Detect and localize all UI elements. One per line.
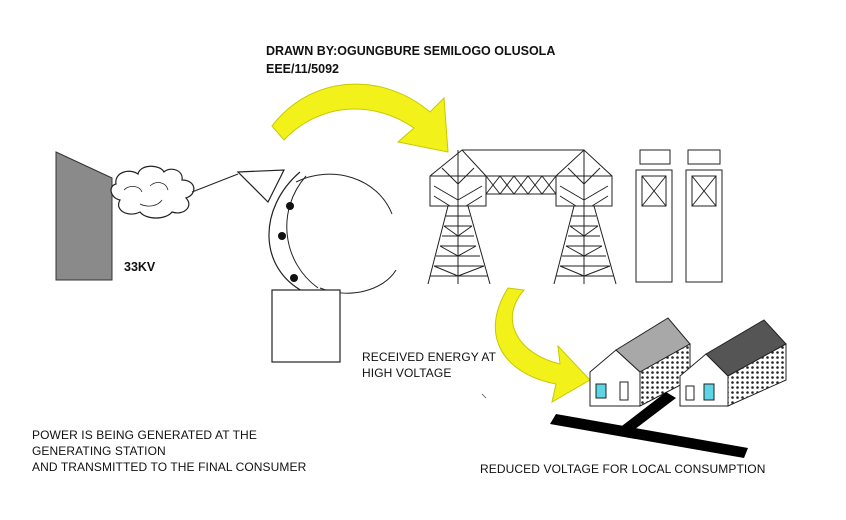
transmission-towers — [428, 150, 616, 284]
window — [704, 384, 714, 400]
substation-units — [636, 150, 722, 282]
stray-mark — [482, 394, 486, 398]
generation-caption-line2: GENERATING STATION — [32, 444, 166, 458]
generator-dot — [278, 232, 286, 240]
turbine-funnel — [238, 170, 284, 202]
window — [596, 384, 606, 398]
generation-caption-line3: AND TRANSMITTED TO THE FINAL CONSUMER — [32, 460, 307, 474]
house-right — [680, 320, 786, 406]
steam-cloud — [111, 166, 194, 218]
received-energy-line2: HIGH VOLTAGE — [362, 366, 452, 380]
consumption-caption: REDUCED VOLTAGE FOR LOCAL CONSUMPTION — [480, 462, 766, 476]
generator-inner-arc — [296, 174, 392, 214]
connection-line — [192, 174, 238, 192]
house-left — [590, 318, 690, 406]
drawn-by-label: DRAWN BY:OGUNGBURE SEMILOGO OLUSOLA — [266, 44, 556, 58]
voltage-label: 33KV — [124, 260, 156, 274]
generator-dot — [286, 202, 294, 210]
door — [620, 382, 628, 400]
generation-caption-line1: POWER IS BEING GENERATED AT THE — [32, 428, 257, 442]
generator-base — [272, 290, 340, 362]
course-code-label: EEE/11/5092 — [266, 62, 339, 76]
window — [686, 386, 694, 400]
generator-dot — [290, 274, 298, 282]
power-station-building — [56, 152, 112, 280]
top-curved-arrow — [272, 84, 448, 152]
generator-rotor-arc — [287, 176, 318, 288]
received-energy-line1: RECEIVED ENERGY AT — [362, 350, 497, 364]
bottom-curved-arrow — [495, 288, 590, 402]
road-main — [550, 414, 748, 458]
